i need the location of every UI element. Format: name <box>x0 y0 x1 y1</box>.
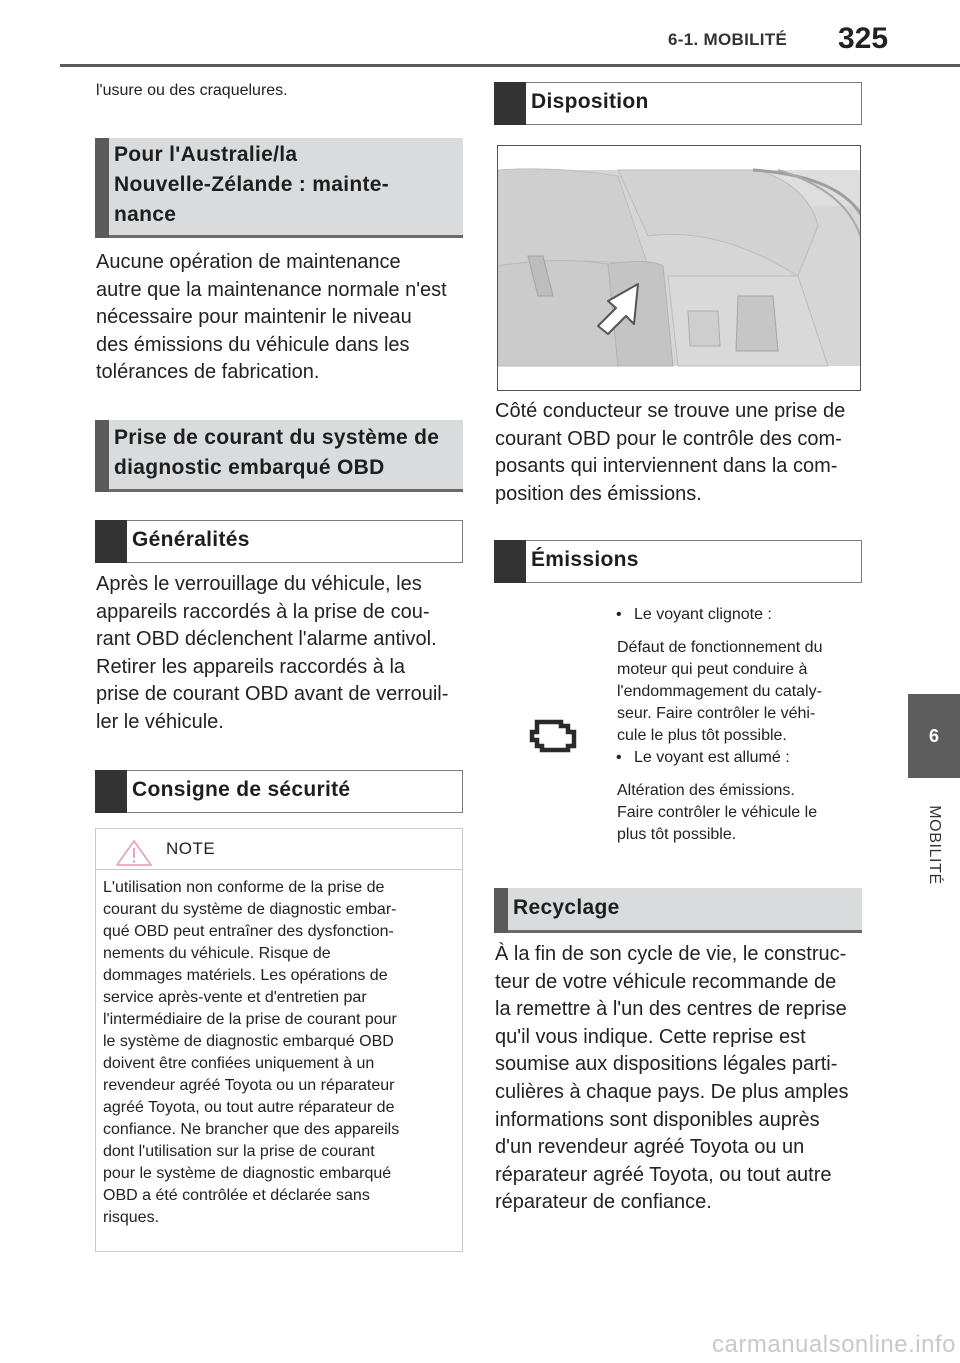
note-label: NOTE <box>166 839 216 858</box>
heading-obd-line2: diagnostic embarqué OBD <box>114 456 385 479</box>
section-title: 6-1. MOBILITÉ <box>668 30 788 49</box>
note-line: dont l'utilisation sur la prise de courant <box>103 1143 375 1160</box>
text-line: ler le véhicule. <box>96 710 224 733</box>
chapter-tab[interactable]: 6 <box>908 694 960 778</box>
heading-bar <box>494 540 526 583</box>
text-line: autre que la maintenance normale n'est <box>96 278 447 301</box>
emissions-list <box>600 604 860 846</box>
heading-bar <box>95 420 109 492</box>
heading-obd <box>95 420 463 492</box>
emissions-bullet-1-text: Le voyant clignote : <box>634 606 772 623</box>
emissions-desc-1 <box>617 637 860 747</box>
bullet-dot: • <box>616 606 622 623</box>
para-general <box>96 571 466 737</box>
header-rule <box>60 64 960 67</box>
text-line: réparateur agréé Toyota, ou tout autre <box>495 1163 832 1186</box>
warning-triangle-icon <box>115 839 153 867</box>
text-line: Aucune opération de maintenance <box>96 251 401 273</box>
text-line: soumise aux dispositions légales parti- <box>495 1053 838 1076</box>
heading-australia <box>95 138 463 238</box>
page-number: 325 <box>838 22 889 55</box>
text-line: seur. Faire contrôler le véhi- <box>617 705 816 722</box>
text-line: l'endommagement du cataly- <box>617 683 822 700</box>
check-engine-icon <box>528 716 580 756</box>
note-line: courant du système de diagnostic embar- <box>103 901 397 918</box>
note-line: revendeur agréé Toyota ou un réparateur <box>103 1077 395 1094</box>
note-line: dommages matériels. Les opérations de <box>103 967 388 984</box>
text-line: qu'il vous indique. Cette reprise est <box>495 1025 806 1048</box>
obd-location-figure <box>497 145 861 391</box>
text-line: posants qui interviennent dans la com- <box>495 455 838 478</box>
heading-safety <box>95 770 463 813</box>
text-line: nécessaire pour maintenir le niveau <box>96 306 412 329</box>
heading-recycling-text: Recyclage <box>513 896 620 919</box>
heading-disposition <box>494 82 862 125</box>
para-maintenance <box>96 249 466 387</box>
note-line: le système de diagnostic embarqué OBD <box>103 1033 394 1050</box>
text-line: culières à chaque pays. De plus amples <box>495 1080 849 1103</box>
emissions-bullet-2 <box>616 747 860 769</box>
heading-disposition-text: Disposition <box>531 90 649 113</box>
heading-bar <box>494 82 526 125</box>
note-line: nements du véhicule. Risque de <box>103 945 331 962</box>
emissions-bullet-2-text: Le voyant est allumé : <box>634 749 790 766</box>
text-line: réparateur de confiance. <box>495 1191 712 1214</box>
text-line: Défaut de fonctionnement du <box>617 639 823 656</box>
text-line: la remettre à l'un des centres de reprise <box>495 998 847 1021</box>
text-line: appareils raccordés à la prise de cou- <box>96 600 430 623</box>
chapter-label <box>908 790 960 900</box>
heading-bar <box>95 520 127 563</box>
note-header <box>96 829 462 870</box>
heading-obd-line1: Prise de courant du système de <box>114 426 440 449</box>
text-line: des émissions du véhicule dans les <box>96 333 410 356</box>
text-line: teur de votre véhicule recommande de <box>495 970 837 993</box>
heading-bar <box>95 138 109 238</box>
chapter-label-text: MOBILITÉ <box>926 805 943 885</box>
heading-bar <box>494 888 508 933</box>
emissions-desc-2 <box>617 780 860 846</box>
intro-line: l'usure ou des craquelures. <box>96 82 288 99</box>
heading-general-text: Généralités <box>132 528 250 551</box>
heading-australia-line1: Pour l'Australie/la <box>114 143 298 166</box>
text-line: moteur qui peut conduire à <box>617 661 808 678</box>
text-line: plus tôt possible. <box>617 826 737 843</box>
note-line: service après-vente et d'entretien par <box>103 989 367 1006</box>
text-line: tolérances de fabrication. <box>96 361 320 384</box>
note-line: agréé Toyota, ou tout autre réparateur de <box>103 1099 395 1116</box>
note-body <box>103 877 459 1229</box>
text-line: Altération des émissions. <box>617 782 795 799</box>
note-line: doivent être confiées uniquement à un <box>103 1055 375 1072</box>
text-line: rant OBD déclenchent l'alarme antivol. <box>96 628 437 651</box>
heading-australia-line3: nance <box>114 203 177 226</box>
note-line: l'intermédiaire de la prise de courant pour <box>103 1011 397 1028</box>
footwell-illustration <box>498 146 861 391</box>
note-box <box>95 828 463 1252</box>
heading-emissions-text: Émissions <box>531 548 639 571</box>
text-line: d'un revendeur agréé Toyota ou un <box>495 1136 805 1159</box>
text-line: position des émissions. <box>495 482 702 505</box>
heading-general <box>95 520 463 563</box>
bullet-dot: • <box>616 749 622 766</box>
text-line: Faire contrôler le véhicule le <box>617 804 818 821</box>
note-line: OBD a été contrôlée et déclarée sans <box>103 1187 370 1204</box>
note-line: qué OBD peut entraîner des dysfonction- <box>103 923 394 940</box>
para-disposition <box>495 398 865 508</box>
heading-safety-text: Consigne de sécurité <box>132 778 351 801</box>
text-line: prise de courant OBD avant de verrouil- <box>96 683 449 706</box>
note-line: pour le système de diagnostic embarqué <box>103 1165 392 1182</box>
heading-emissions <box>494 540 862 583</box>
text-line: Côté conducteur se trouve une prise de <box>495 400 846 422</box>
watermark: carmanualsonline.info <box>712 1331 956 1358</box>
emissions-bullet-1 <box>616 604 860 626</box>
note-line: L'utilisation non conforme de la prise de <box>103 879 385 896</box>
text-line: courant OBD pour le contrôle des com- <box>495 427 842 450</box>
text-line: À la fin de son cycle de vie, le construc- <box>495 943 847 965</box>
para-recycling <box>495 941 865 1217</box>
text-line: informations sont disponibles auprès <box>495 1108 820 1131</box>
note-line: risques. <box>103 1209 160 1226</box>
heading-bar <box>95 770 127 813</box>
text-line: Après le verrouillage du véhicule, les <box>96 573 422 595</box>
text-line: Retirer les appareils raccordés à la <box>96 655 406 678</box>
note-line: confiance. Ne brancher que des appareils <box>103 1121 400 1138</box>
heading-australia-line2: Nouvelle-Zélande : mainte- <box>114 173 390 196</box>
text-line: cule le plus tôt possible. <box>617 727 787 744</box>
heading-recycling <box>494 888 862 933</box>
